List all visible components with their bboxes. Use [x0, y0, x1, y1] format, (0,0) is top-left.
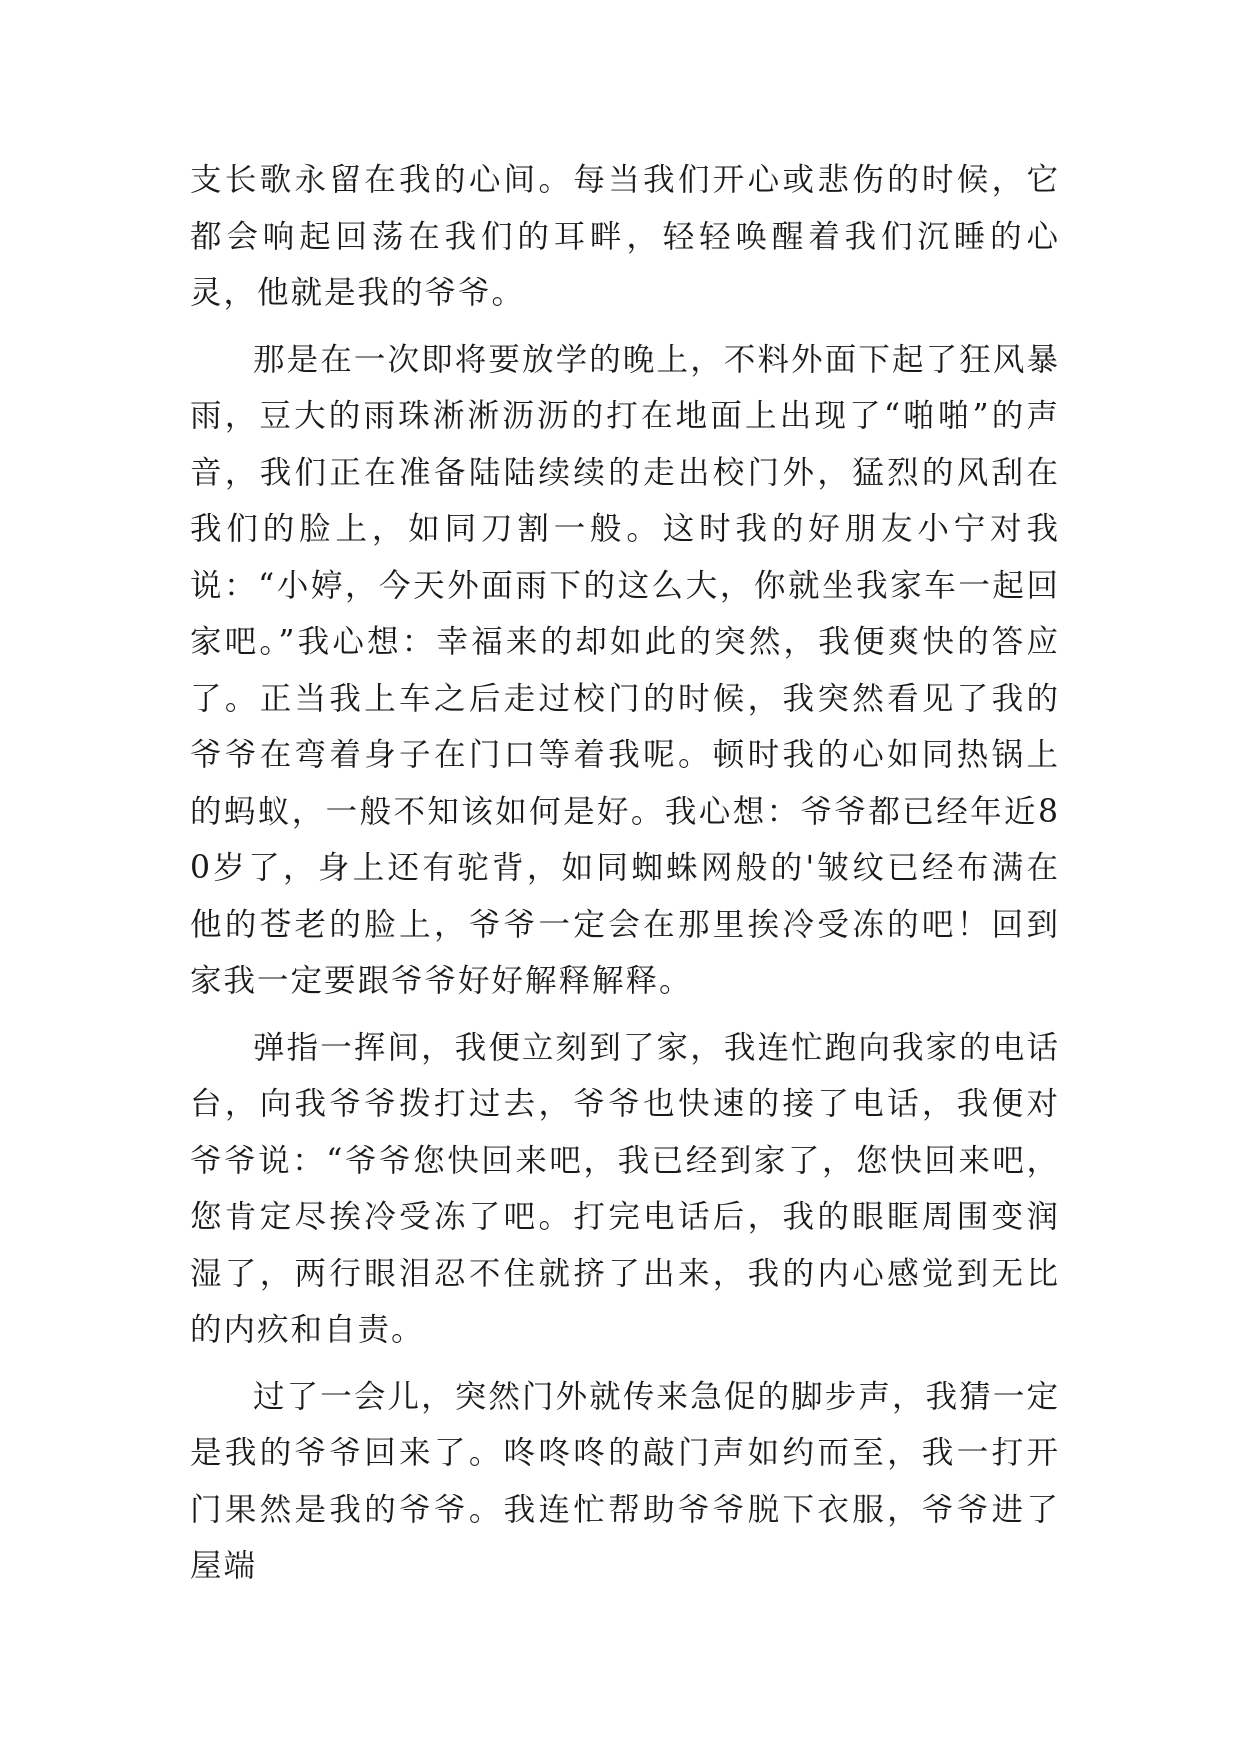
- paragraph-3: 弹指一挥间，我便立刻到了家，我连忙跑向我家的电话台，向我爷爷拨打过去，爷爷也快速的接了电话，我便对爷爷说：“爷爷您快回来吧，我已经到家了，您快回来吧，您肯定尽挨冷受冻了吧。打完电话后，我的眼眶周围变润湿了，两行眼泪忍不住就挤了出来，我的内心感觉到无比的内疚和自责。: [190, 1029, 1060, 1348]
- paragraph-1: 支长歌永留在我的心间。每当我们开心或悲伤的时候，它都会响起回荡在我们的耳畔，轻轻唤醒着我们沉睡的心灵，他就是我的爷爷。: [190, 162, 1060, 311]
- paragraph-2: 那是在一次即将要放学的晚上，不料外面下起了狂风暴雨，豆大的雨珠淅淅沥沥的打在地面上出现了“啪啪”的声音，我们正在准备陆陆续续的走出校门外，猛烈的风刮在我们的脸上，如同刀割一般。这时我的好朋友小宁对我说：“小婷，今天外面雨下的这么大，你就坐我家车一起回家吧。”我心想：幸福来的却如此的突然，我便爽快的答应了。正当我上车之后走过校门的时候，我突然看见了我的爷爷在弯着身子在门口等着我呢。顿时我的心如同热锅上的蚂蚁，一般不知该如何是好。我心想：爷爷都已经年近80岁了，身上还有驼背，如同蜘蛛网般的'皱纹已经布满在他的苍老的脸上，爷爷一定会在那里挨冷受冻的吧！回到家我一定要跟爷爷好好解释解释。: [190, 341, 1060, 999]
- document-body: [190, 152, 1060, 1595]
- paragraph-4: 过了一会儿，突然门外就传来急促的脚步声，我猜一定是我的爷爷回来了。咚咚咚的敲门声如约而至，我一打开门果然是我的爷爷。我连忙帮助爷爷脱下衣服，爷爷进了屋端: [190, 1378, 1060, 1584]
